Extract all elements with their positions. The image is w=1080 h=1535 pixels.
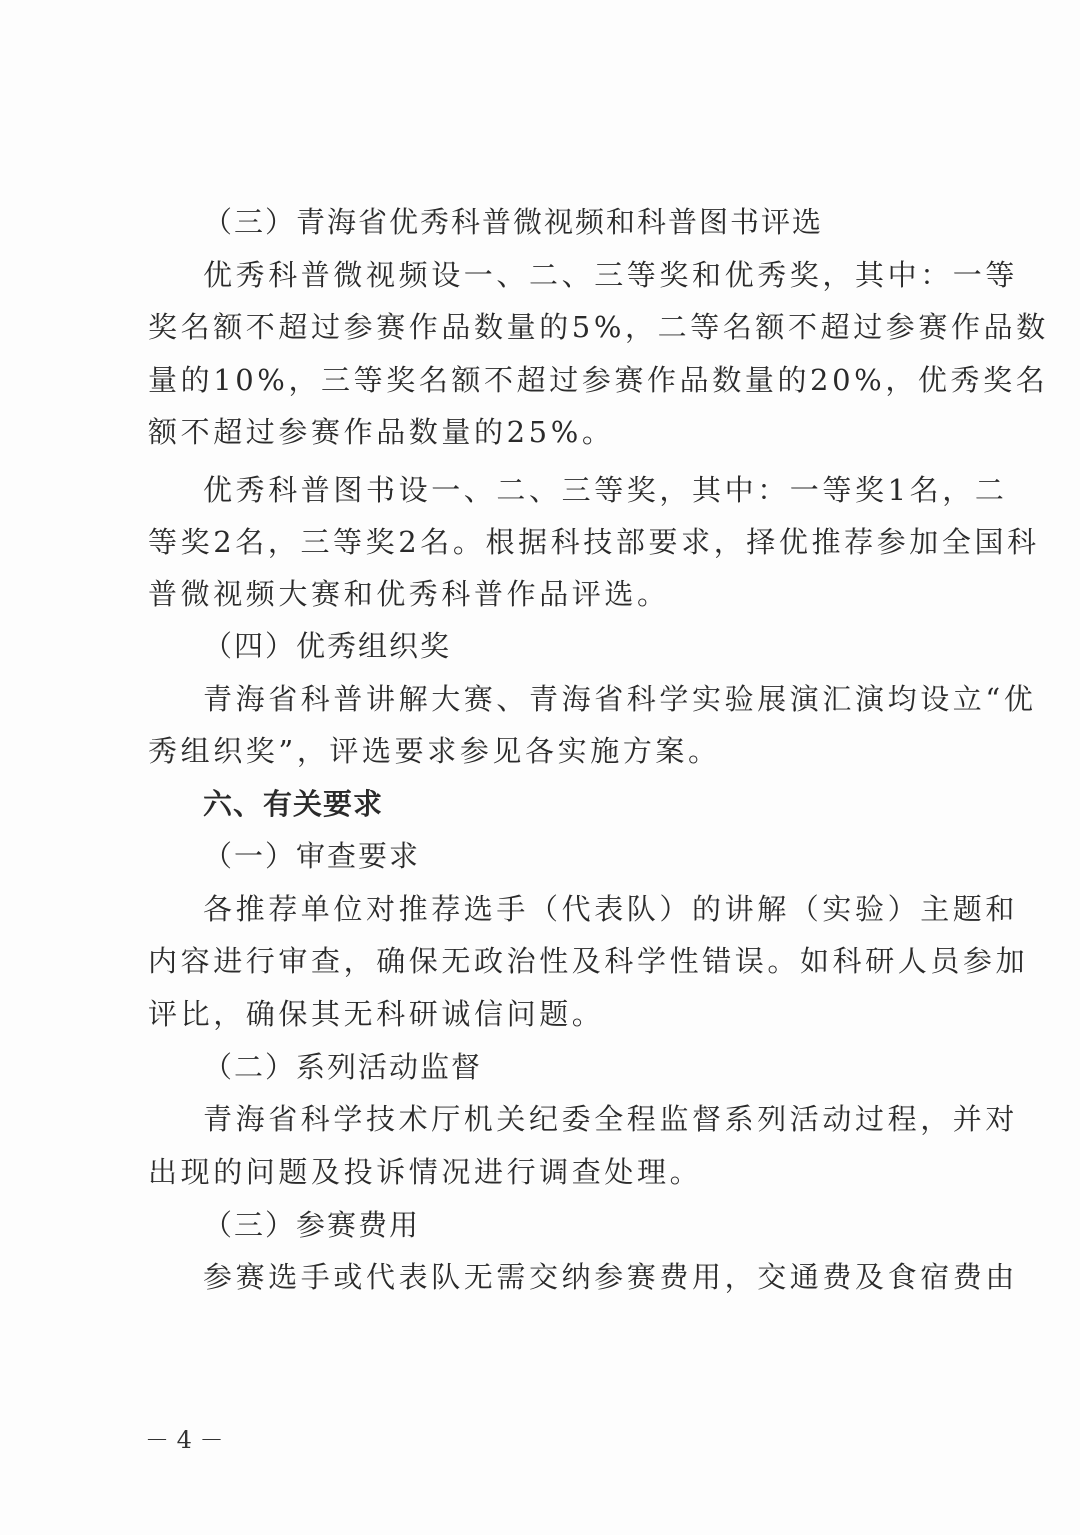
paragraph-line: 量的10%，三等奖名额不超过参赛作品数量的20%，优秀奖名 bbox=[148, 363, 1049, 397]
paragraph-line: 优秀科普微视频设一、二、三等奖和优秀奖，其中：一等 bbox=[203, 258, 1019, 292]
page-number: － 4 － bbox=[145, 1426, 224, 1454]
chapter-heading-requirements: 六、有关要求 bbox=[203, 787, 384, 821]
section-heading-fees: （三）参赛费用 bbox=[203, 1208, 421, 1242]
paragraph-line: 各推荐单位对推荐选手（代表队）的讲解（实验）主题和 bbox=[203, 892, 1019, 926]
paragraph-line: 评比，确保其无科研诚信问题。 bbox=[148, 997, 605, 1031]
paragraph-line: 秀组织奖”，评选要求参见各实施方案。 bbox=[148, 734, 721, 768]
paragraph-line: 青海省科学技术厅机关纪委全程监督系列活动过程，并对 bbox=[203, 1102, 1019, 1136]
paragraph-line: 额不超过参赛作品数量的25%。 bbox=[148, 415, 615, 449]
paragraph-line: 普微视频大赛和优秀科普作品评选。 bbox=[148, 577, 670, 611]
paragraph-line: 出现的问题及投诉情况进行调查处理。 bbox=[148, 1155, 703, 1189]
section-heading-supervision: （二）系列活动监督 bbox=[203, 1050, 483, 1084]
paragraph-line: 内容进行审查，确保无政治性及科学性错误。如科研人员参加 bbox=[148, 944, 1029, 978]
paragraph-line: 奖名额不超过参赛作品数量的5%，二等名额不超过参赛作品数 bbox=[148, 310, 1049, 344]
section-heading-review: （一）审查要求 bbox=[203, 839, 421, 873]
section-heading-organization-award: （四）优秀组织奖 bbox=[203, 629, 452, 663]
paragraph-line: 参赛选手或代表队无需交纳参赛费用，交通费及食宿费由 bbox=[203, 1260, 1019, 1294]
paragraph-line: 青海省科普讲解大赛、青海省科学实验展演汇演均设立“优 bbox=[203, 682, 1037, 716]
paragraph-line: 等奖2名，三等奖2名。根据科技部要求，择优推荐参加全国科 bbox=[148, 525, 1040, 559]
section-heading-micro-video-books: （三）青海省优秀科普微视频和科普图书评选 bbox=[203, 205, 824, 239]
paragraph-line: 优秀科普图书设一、二、三等奖，其中：一等奖1名，二 bbox=[203, 473, 1008, 507]
